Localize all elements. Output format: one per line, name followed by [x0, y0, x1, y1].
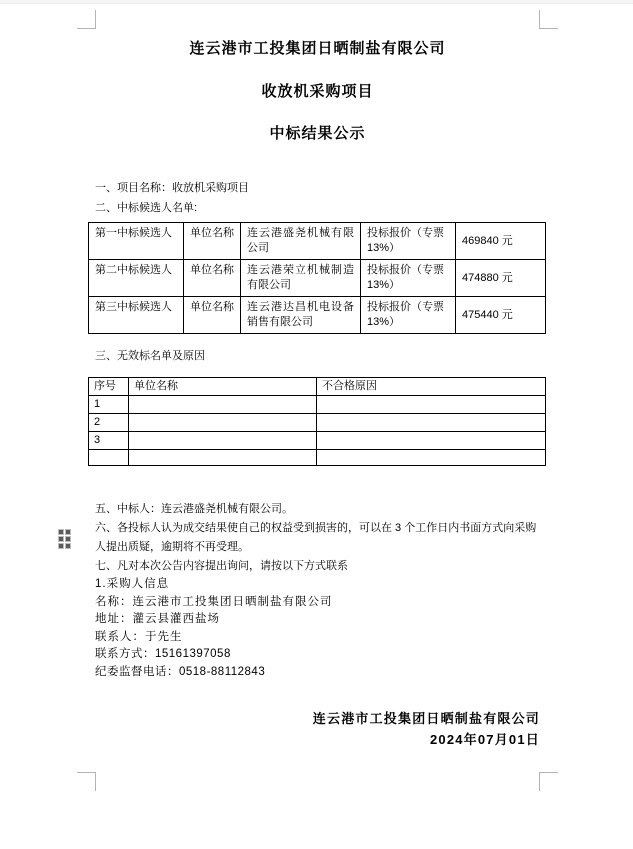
crop-mark-bottom-left-icon: [77, 772, 96, 791]
invalid-row-2: [89, 414, 546, 432]
candidate-rank: 第一中标候选人: [89, 223, 184, 260]
section-objection: 六、各投标人认为成交结果使自己的权益受到损害的，可以在 3 个工作日内书面方式向采购人提出质疑，逾期将不再受理。: [95, 522, 537, 553]
section-inquiry: 七、凡对本次公告内容提出询问，请按以下方式联系: [95, 560, 348, 572]
candidate-company: 连云港荣立机械制造有限公司: [241, 260, 361, 297]
signature-date: 2024年07月01日: [429, 732, 540, 747]
invalid-no: [89, 450, 129, 466]
doc-title-company: 连云港市工投集团日晒制盐有限公司: [189, 40, 446, 57]
signature-block: [95, 708, 540, 750]
signature-company: 连云港市工投集团日晒制盐有限公司: [312, 711, 540, 726]
candidate-row-1: [89, 223, 546, 260]
margin-anchor-dots-icon: [59, 530, 70, 548]
invalid-header-unit: 单位名称: [129, 378, 317, 396]
invalid-unit: [129, 450, 317, 466]
section-candidates-heading: 二、中标候选人名单:: [95, 202, 198, 214]
invalid-unit: [129, 414, 317, 432]
invalid-table-header-row: [89, 378, 546, 396]
candidate-rank: 第二中标候选人: [89, 260, 184, 297]
crop-mark-top-left-icon: [77, 10, 96, 29]
candidates-table: [88, 222, 546, 334]
purchaser-contact-person: 联系人：于先生: [95, 630, 183, 643]
purchaser-heading: 1.采购人信息: [95, 578, 170, 590]
purchaser-name: 名称：连云港市工投集团日晒制盐有限公司: [95, 595, 333, 608]
candidate-price: 474880 元: [456, 260, 546, 297]
purchaser-info: [95, 576, 540, 681]
page-top-edge: [0, 0, 633, 4]
document-content: [95, 28, 540, 750]
candidate-row-3: [89, 297, 546, 334]
doc-title-announcement: 中标结果公示: [269, 125, 366, 142]
section-winner: 五、中标人：连云港盛尧机械有限公司。: [95, 503, 293, 515]
invalid-bids-table: [88, 377, 546, 466]
candidate-price-label: 投标报价（专票13%）: [361, 297, 456, 334]
invalid-no: 2: [89, 414, 129, 432]
invalid-header-reason: 不合格原因: [317, 378, 546, 396]
invalid-header-no: 序号: [89, 378, 129, 396]
purchaser-address: 地址：灌云县灌西盐场: [95, 613, 220, 625]
crop-mark-bottom-right-icon: [539, 772, 558, 791]
candidate-rank: 第三中标候选人: [89, 297, 184, 334]
candidate-price: 469840 元: [456, 223, 546, 260]
invalid-no: 1: [89, 396, 129, 414]
invalid-no: 3: [89, 432, 129, 450]
purchaser-contact-phone: 联系方式：15161397058: [95, 648, 231, 660]
candidate-row-2: [89, 260, 546, 297]
invalid-row-3: [89, 432, 546, 450]
invalid-reason: [317, 414, 546, 432]
invalid-reason: [317, 396, 546, 414]
candidate-company: 连云港达昌机电设备销售有限公司: [241, 297, 361, 334]
doc-title-project: 收放机采购项目: [261, 83, 374, 100]
invalid-row-4: [89, 450, 546, 466]
invalid-reason: [317, 432, 546, 450]
candidate-field-label: 单位名称: [184, 223, 241, 260]
candidate-field-label: 单位名称: [184, 260, 241, 297]
candidate-price-label: 投标报价（专票13%）: [361, 260, 456, 297]
invalid-row-1: [89, 396, 546, 414]
crop-mark-top-right-icon: [539, 10, 558, 29]
invalid-unit: [129, 396, 317, 414]
purchaser-discipline-phone: 纪委监督电话：0518-88112843: [95, 665, 266, 678]
invalid-unit: [129, 432, 317, 450]
candidate-company: 连云港盛尧机械有限公司: [241, 223, 361, 260]
candidate-price-label: 投标报价（专票13%）: [361, 223, 456, 260]
section-invalid-heading: 三、无效标名单及原因: [95, 350, 205, 362]
candidate-price: 475440 元: [456, 297, 546, 334]
candidate-field-label: 单位名称: [184, 297, 241, 334]
invalid-reason: [317, 450, 546, 466]
section-project-name: 一、项目名称：收放机采购项目: [95, 182, 249, 194]
